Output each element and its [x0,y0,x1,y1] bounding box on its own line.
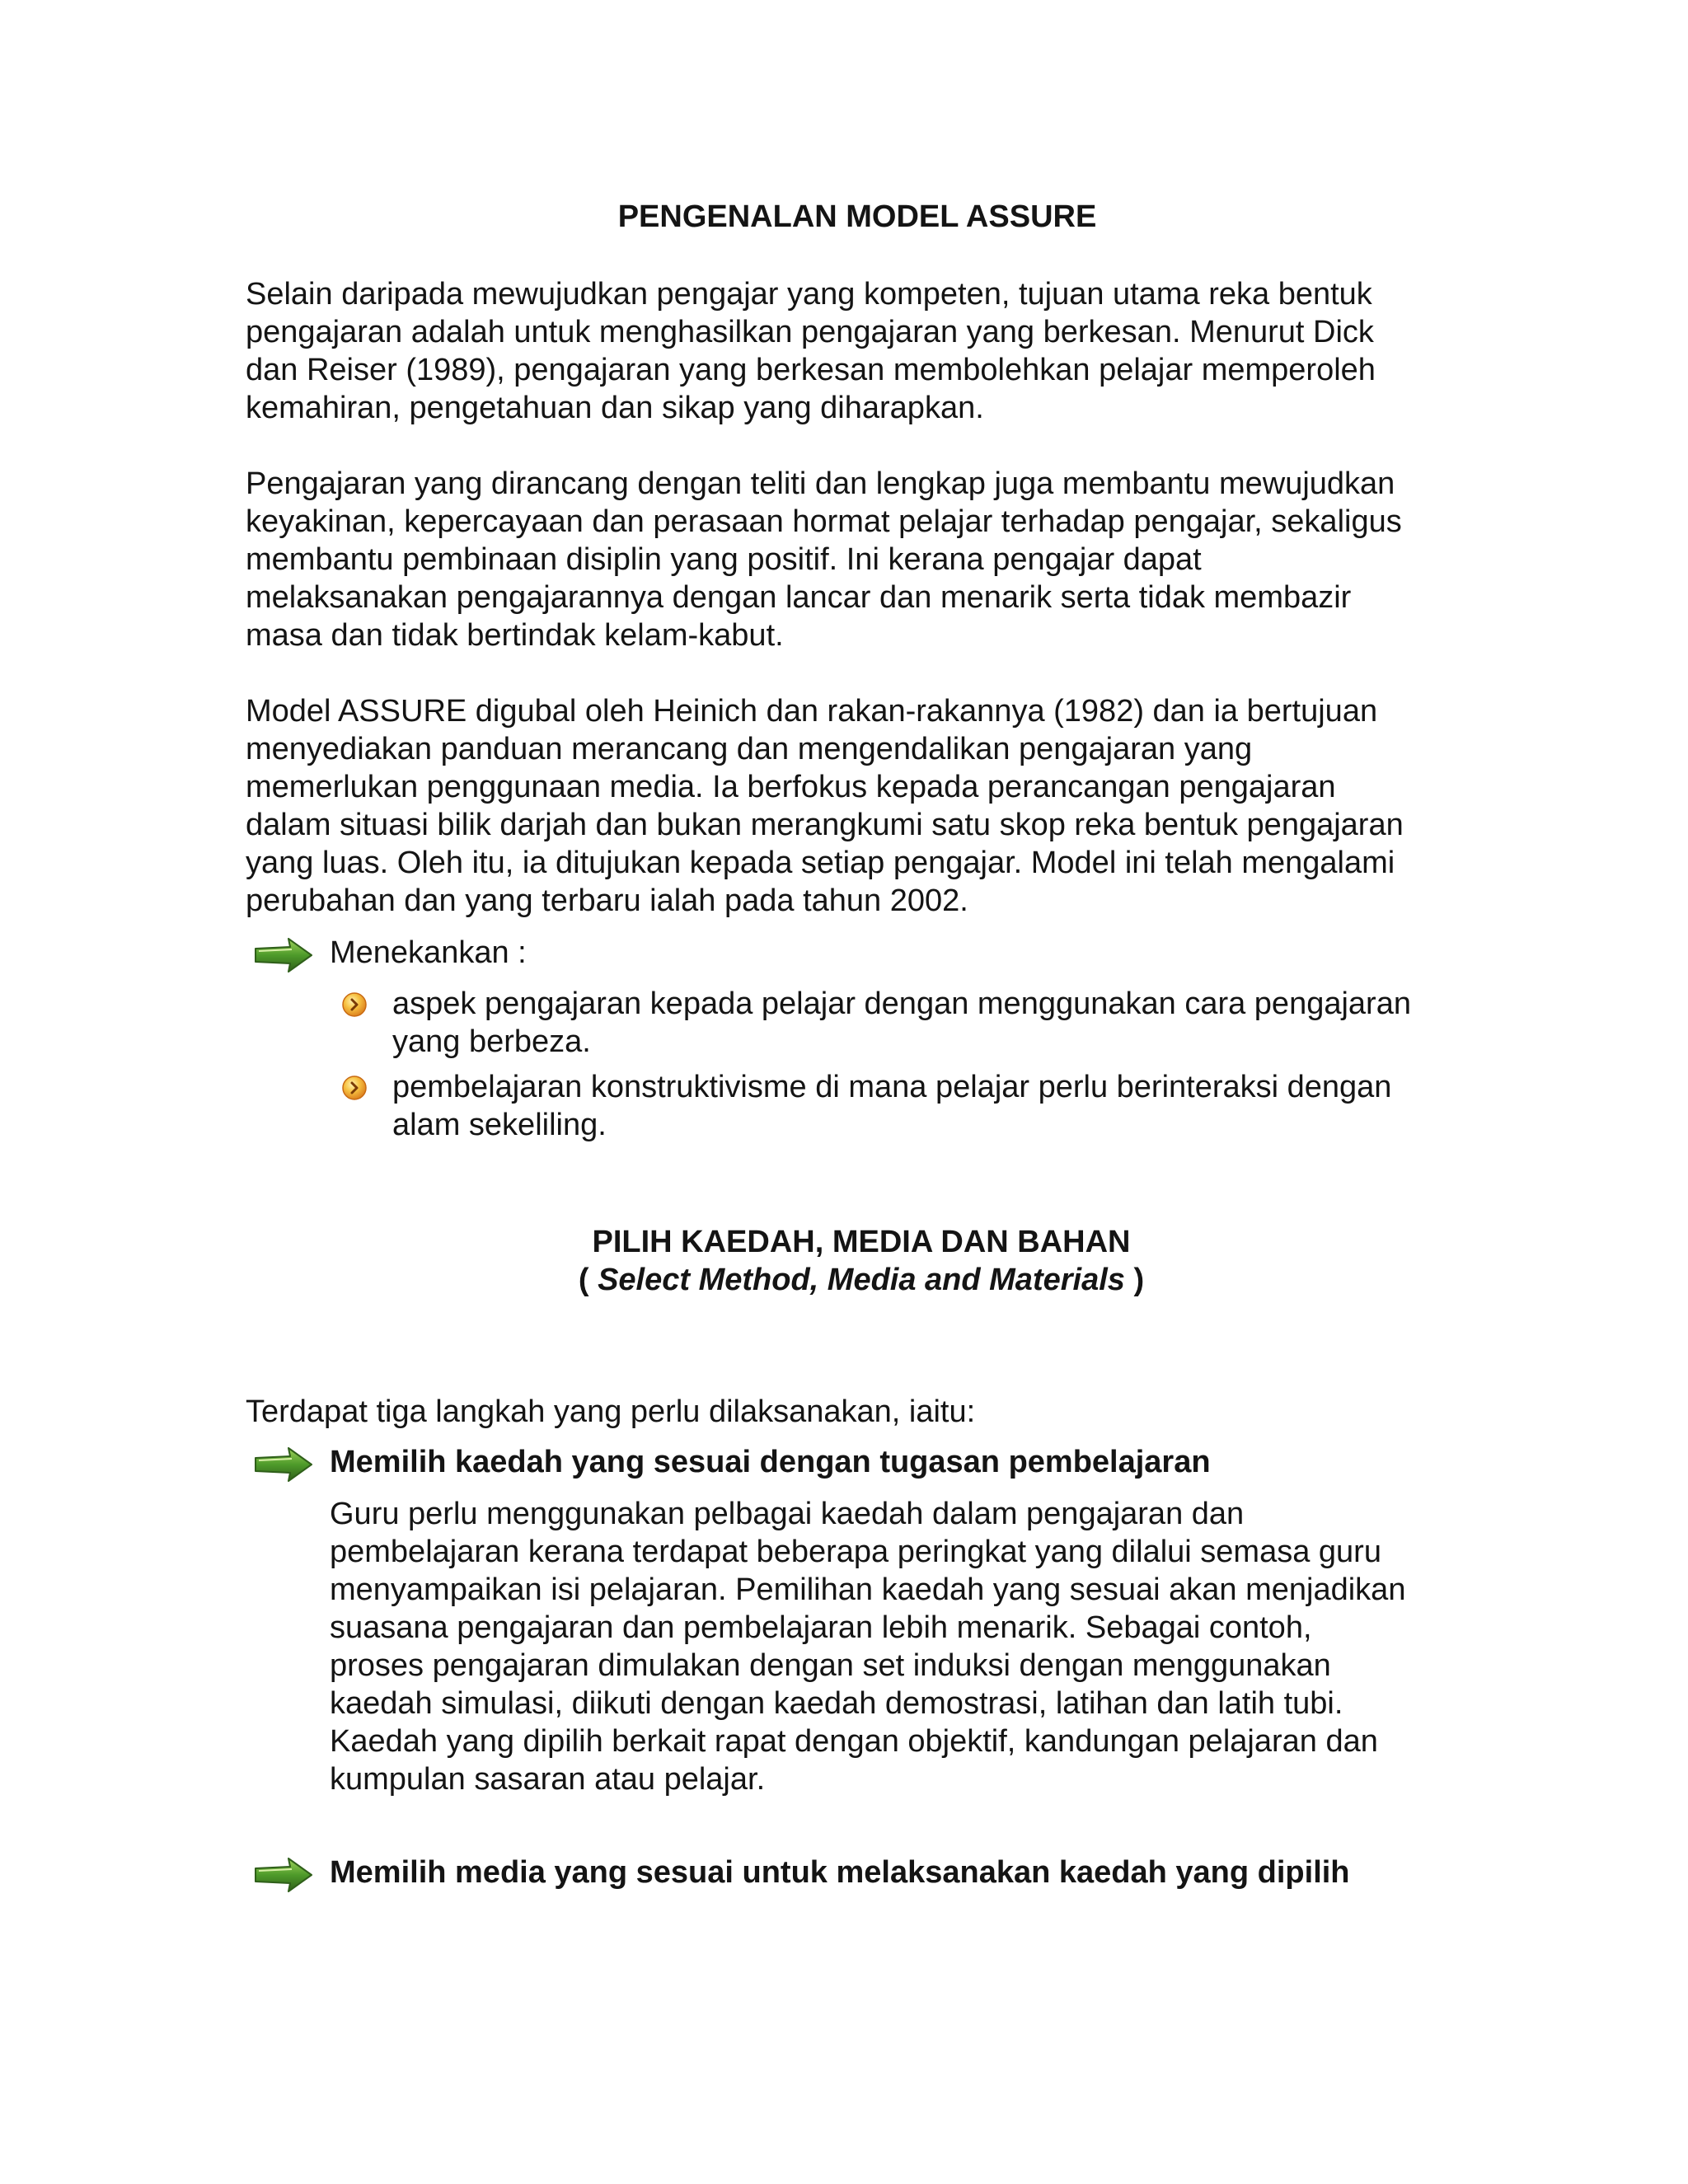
step-1-title: Memilih kaedah yang sesuai dengan tugasan pembelajaran [330,1445,1211,1479]
text-line: Pengajaran yang dirancang dengan teliti dan lengkap juga membantu mewujudkan [246,466,1395,501]
text-line: kumpulan sasaran atau pelajar. [330,1762,766,1797]
step-2-title: Memilih media yang sesuai untuk melaksanakan kaedah yang dipilih [330,1855,1350,1890]
text-line: menyediakan panduan merancang dan mengendalikan pengajaran yang [246,732,1253,766]
text-line: pembelajaran konstruktivisme di mana pelajar perlu berinteraksi dengan [392,1070,1392,1104]
bullet-text [392,1068,1391,1144]
text-line: Selain daripada mewujudkan pengajar yang kompeten, tujuan utama reka bentuk [246,277,1372,312]
text-line: alam sekeliling. [392,1108,607,1142]
intro-paragraph-1 [246,275,1376,427]
text-line: Kaedah yang dipilih berkait rapat dengan objektif, kandungan pelajaran dan [330,1724,1378,1759]
emphasis-label: Menekankan : [330,935,527,970]
text-line: dalam situasi bilik darjah dan bukan merangkumi satu skop reka bentuk pengajaran [246,808,1404,842]
text-line: perubahan dan yang terbaru ialah pada tahun 2002. [246,883,968,918]
text-line: pembelajaran kerana terdapat beberapa peringkat yang dilalui semasa guru [330,1535,1381,1569]
text-line: keyakinan, kepercayaan dan perasaan hormat pelajar terhadap pengajar, sekaligus [246,504,1402,539]
bullet-text [392,985,1411,1061]
orange-bullet-icon [341,991,368,1018]
text-line: kemahiran, pengetahuan dan sikap yang diharapkan. [246,391,984,425]
green-arrow-icon [254,937,313,973]
text-line: aspek pengajaran kepada pelajar dengan menggunakan cara pengajaran [392,987,1411,1021]
text-line: suasana pengajaran dan pembelajaran lebih menarik. Sebagai contoh, [330,1610,1312,1645]
text-line: dan Reiser (1989), pengajaran yang berkesan membolehkan pelajar memperoleh [246,353,1376,387]
text-line: Terdapat tiga langkah yang perlu dilaksanakan, iaitu: [246,1394,976,1429]
section-title: PILIH KAEDAH, MEDIA DAN BAHAN [592,1225,1131,1259]
text-line: Model ASSURE digubal oleh Heinich dan rakan-rakannya (1982) dan ia bertujuan [246,694,1378,729]
text-line: Guru perlu menggunakan pelbagai kaedah dalam pengajaran dan [330,1497,1245,1531]
green-arrow-icon [254,1446,313,1483]
text-line: menyampaikan isi pelajaran. Pemilihan kaedah yang sesuai akan menjadikan [330,1572,1406,1607]
text-line: kaedah simulasi, diikuti dengan kaedah demostrasi, latihan dan latih tubi. [330,1686,1343,1721]
step-1-body [330,1495,1405,1798]
text-line: pengajaran adalah untuk menghasilkan pengajaran yang berkesan. Menurut Dick [246,315,1374,349]
subtitle-english: Select Method, Media and Materials [598,1263,1125,1297]
subtitle-bracket-close: ) [1124,1263,1145,1297]
text-line: proses pengajaran dimulakan dengan set induksi dengan menggunakan [330,1648,1331,1683]
orange-bullet-icon [341,1075,368,1101]
subtitle-bracket-open: ( [578,1263,598,1297]
text-line: yang luas. Oleh itu, ia ditujukan kepada setiap pengajar. Model ini telah mengalami [246,846,1395,880]
intro-paragraph-3 [246,692,1404,920]
text-line: melaksanakan pengajarannya dengan lancar dan menarik serta tidak membazir [246,580,1352,615]
page-title: PENGENALAN MODEL ASSURE [617,199,1097,234]
intro-paragraph-2 [246,465,1402,654]
green-arrow-icon [254,1857,313,1893]
text-line: masa dan tidak bertindak kelam-kabut. [246,618,784,653]
section-lead [246,1393,975,1431]
text-line: memerlukan penggunaan media. Ia berfokus kepada perancangan pengajaran [246,770,1336,804]
text-line: membantu pembinaan disiplin yang positif. Ini kerana pengajar dapat [246,542,1202,577]
section-subtitle [251,1261,1471,1299]
text-line: yang berbeza. [392,1024,591,1059]
